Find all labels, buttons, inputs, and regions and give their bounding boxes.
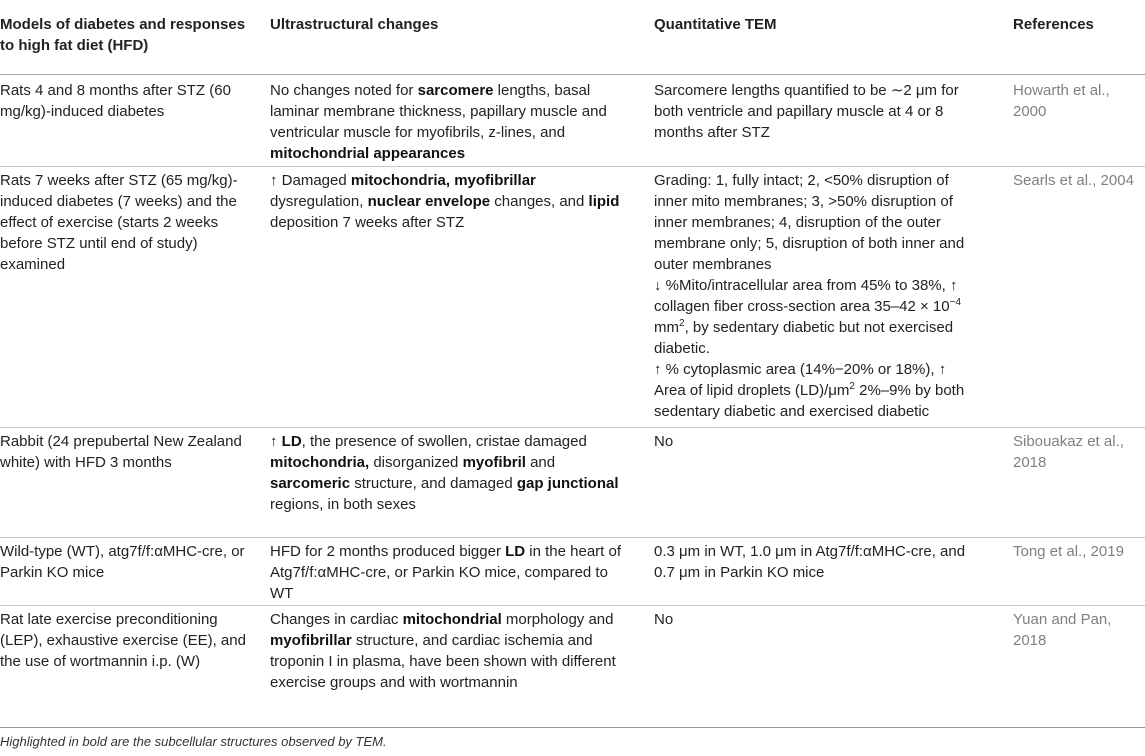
ultrastructural-cell-segment: structure, and cardiac ischemia and troponin I in plasma, have been shown with different exercise groups and with wortmannin <box>270 632 616 691</box>
header-ultrastructural-changes: Ultrastructural changes <box>270 16 439 33</box>
quantitative-tem-cell-segment: , by sedentary diabetic but not exercised diabetic. ↑ % cytoplasmic area (14%−20% or 18%), ↑ Area of lipid droplets (LD)/μm <box>654 319 954 399</box>
quantitative-tem-cell-segment: 0.3 μm in WT, 1.0 μm in Atg7f/f:αMHC-cre, and 0.7 μm in Parkin KO mice <box>654 543 966 581</box>
ultrastructural-cell-segment: ↑ Damaged <box>270 172 351 189</box>
ultrastructural-cell-segment: HFD for 2 months produced bigger <box>270 543 506 560</box>
quantitative-tem-cell <box>654 541 972 583</box>
ultrastructural-cell-segment: deposition 7 weeks after STZ <box>270 214 465 231</box>
ultrastructural-cell-segment: and <box>525 454 556 471</box>
reference-cell: Yuan and Pan, 2018 <box>1013 611 1112 649</box>
ultrastructural-cell-segment: LD <box>505 543 526 560</box>
quantitative-tem-cell <box>654 431 972 452</box>
reference-cell: Tong et al., 2019 <box>1013 543 1124 560</box>
row-separator <box>0 427 1145 428</box>
ultrastructural-cell-segment: myofibril <box>462 454 526 471</box>
quantitative-tem-cell-segment: −4 <box>949 297 962 308</box>
header-quantitative-tem: Quantitative TEM <box>654 16 777 33</box>
ultrastructural-cell <box>270 431 628 515</box>
ultrastructural-cell-segment: mitochondria, myofibrillar <box>350 172 536 189</box>
ultrastructural-cell-segment: structure, and damaged <box>350 475 517 492</box>
reference-cell: Sibouakaz et al., 2018 <box>1013 433 1124 471</box>
ultrastructural-cell-segment: myofibrillar <box>270 632 352 649</box>
ultrastructural-cell <box>270 609 628 693</box>
ultrastructural-cell-segment: sarcomeric <box>270 475 351 492</box>
ultrastructural-cell-segment: in the heart of Atg7f/f:αMHC-cre, or Parkin KO mice, compared to WT <box>270 543 622 602</box>
ultrastructural-cell-segment: gap junctional <box>516 475 619 492</box>
reference-cell: Searls et al., 2004 <box>1013 172 1134 189</box>
ultrastructural-cell-segment: sarcomere <box>417 82 494 99</box>
ultrastructural-cell-segment: nuclear envelope <box>367 193 491 210</box>
ultrastructural-cell-segment: changes, and <box>490 193 589 210</box>
ultrastructural-cell-segment: mitochondria, <box>270 454 370 471</box>
ultrastructural-cell <box>270 170 628 233</box>
quantitative-tem-cell-segment: 2 <box>849 381 855 392</box>
ultrastructural-cell-segment: No changes noted for <box>270 82 418 99</box>
quantitative-tem-cell-segment: Grading: 1, fully intact; 2, <50% disruption of inner mito membranes; 3, >50% disruption of inner membranes; 4, disruption of the outer membrane only; 5, disruption of both inner and outer membranes ↓ %Mito/intracellular area from 45% to 38%, ↑ collagen fiber cross-section area 35–42 × 10 <box>654 172 965 315</box>
model-cell: Rats 4 and 8 months after STZ (60 mg/kg)-induced diabetes <box>0 82 231 120</box>
ultrastructural-cell-segment: regions, in both sexes <box>270 496 416 513</box>
reference-cell: Howarth et al., 2000 <box>1013 82 1110 120</box>
quantitative-tem-cell-segment: 2 <box>679 318 685 329</box>
table-footnote: Highlighted in bold are the subcellular structures observed by TEM. <box>0 734 387 749</box>
ultrastructural-cell-segment: mitochondrial <box>402 611 502 628</box>
quantitative-tem-cell <box>654 80 972 143</box>
quantitative-tem-cell <box>654 170 972 422</box>
ultrastructural-cell-segment: lipid <box>588 193 620 210</box>
model-cell: Rabbit (24 prepubertal New Zealand white) with HFD 3 months <box>0 433 242 471</box>
ultrastructural-cell-segment: disorganized <box>369 454 463 471</box>
ultrastructural-cell-segment: ↑ <box>270 433 282 450</box>
header-references: References <box>1013 16 1094 33</box>
row-separator <box>0 537 1145 538</box>
model-cell: Wild-type (WT), atg7f/f:αMHC-cre, or Parkin KO mice <box>0 543 245 581</box>
ultrastructural-cell-segment: dysregulation, <box>270 193 368 210</box>
quantitative-tem-cell-segment: mm <box>654 319 679 336</box>
ultrastructural-cell-segment: , the presence of swollen, cristae damaged <box>301 433 587 450</box>
ultrastructural-cell <box>270 80 628 164</box>
quantitative-tem-cell <box>654 609 972 630</box>
quantitative-tem-cell-segment: 2%–9% by both sedentary diabetic and exercised diabetic <box>654 382 965 420</box>
row-separator <box>0 605 1145 606</box>
row-separator <box>0 166 1145 167</box>
ultrastructural-cell <box>270 541 628 604</box>
header-models: Models of diabetes and responses to high fat diet (HFD) <box>0 16 246 54</box>
quantitative-tem-cell-segment: No <box>654 611 674 628</box>
ultrastructural-cell-segment: LD <box>281 433 302 450</box>
quantitative-tem-cell-segment: Sarcomere lengths quantified to be ∼2 μm for both ventricle and papillary muscle at 4 or 8 months after STZ <box>654 82 959 141</box>
ultrastructural-cell-segment: mitochondrial appearances <box>270 145 466 162</box>
header-rule <box>0 74 1145 75</box>
ultrastructural-cell-segment: Changes in cardiac <box>270 611 403 628</box>
ultrastructural-cell-segment: morphology and <box>501 611 614 628</box>
ultrastructural-cell-segment: lengths, basal laminar membrane thickness, papillary muscle and ventricular muscle for myofibrils, z-lines, and <box>270 82 607 141</box>
model-cell: Rat late exercise preconditioning (LEP), exhaustive exercise (EE), and the use of wortmannin i.p. (W) <box>0 611 246 670</box>
table-bottom-rule <box>0 727 1145 728</box>
quantitative-tem-cell-segment: No <box>654 433 674 450</box>
model-cell: Rats 7 weeks after STZ (65 mg/kg)-induced diabetes (7 weeks) and the effect of exercise (starts 2 weeks before STZ until end of study) examined <box>0 172 238 273</box>
